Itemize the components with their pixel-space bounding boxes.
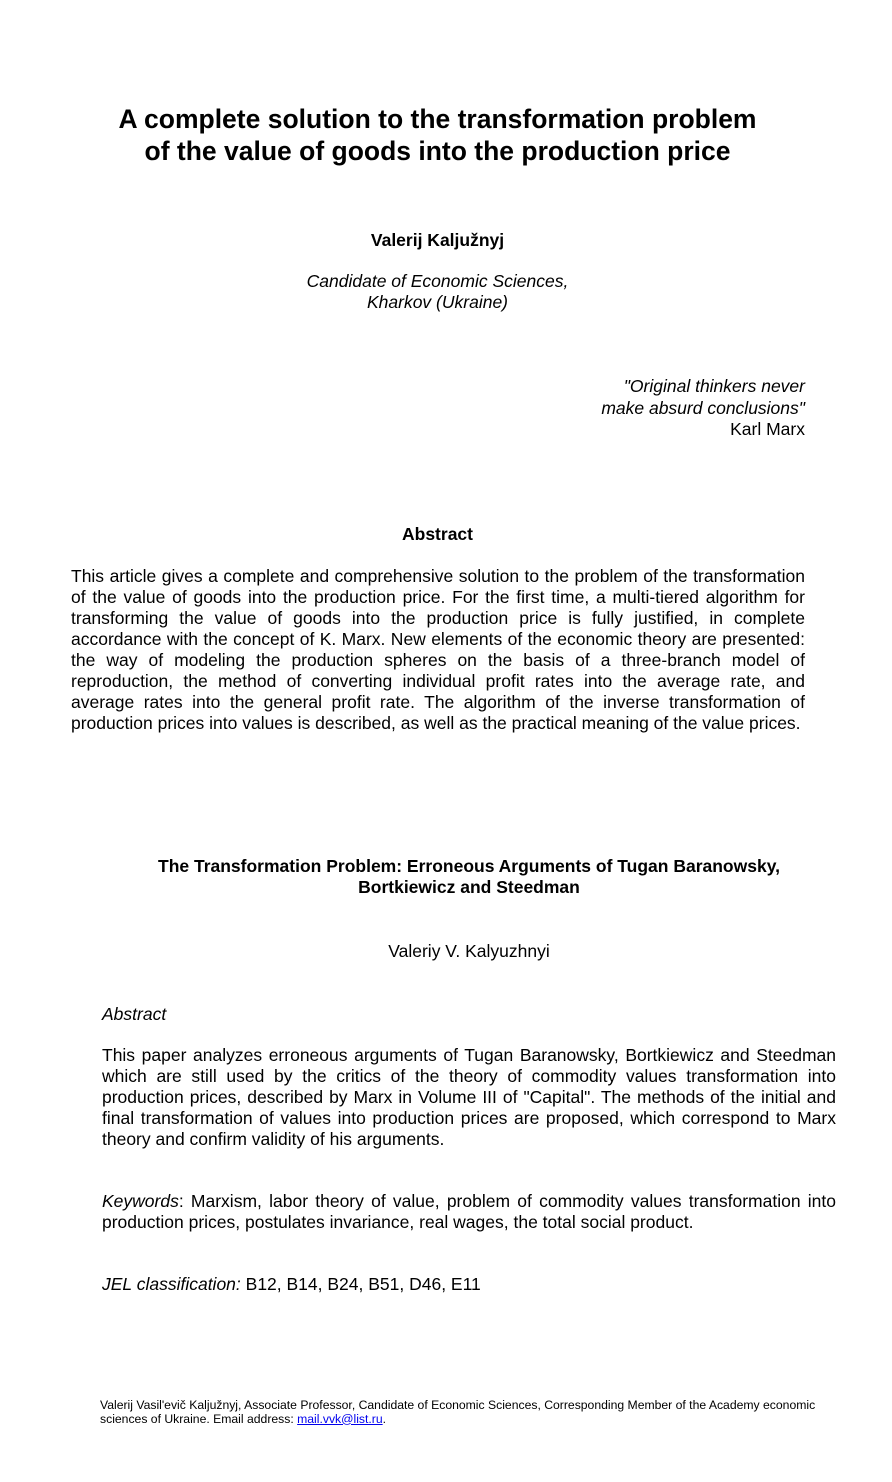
keywords-text: : Marxism, labor theory of value, problem of commodity values transformation into production prices, postulates invariance, real wages, the total social product. (102, 1191, 836, 1232)
jel-codes: B12, B14, B24, B51, D46, E11 (240, 1274, 481, 1294)
jel-label: JEL classification: (102, 1274, 241, 1294)
email-link[interactable]: mail.vvk@list.ru (297, 1411, 383, 1426)
second-abstract-text: This paper analyzes erroneous arguments of Tugan Baranowsky, Bortkiewicz and Steedman which are still used by the critics of the theory of commodity values transformation into production prices, described by Marx in Volume III of "Capital". The methods of the initial and final transformation of values into production prices are proposed, which correspond to Marx theory and confirm validity of his arguments. (102, 1045, 836, 1149)
affiliation-line-1: Candidate of Economic Sciences, (306, 271, 569, 291)
jel-classification (102, 1273, 836, 1295)
second-paper-author: Valeriy V. Kalyuzhnyi (388, 941, 550, 961)
paper-title-line-1: A complete solution to the transformation problem (118, 104, 757, 134)
second-abstract-heading: Abstract (102, 1004, 167, 1024)
paper-author: Valerij Kaljužnyj (370, 230, 505, 250)
keywords (102, 1191, 836, 1233)
abstract-heading: Abstract (402, 524, 473, 544)
paper-title-line-2: of the value of goods into the production price (144, 136, 731, 166)
footnote-trailing: . (382, 1411, 387, 1426)
second-paper-title-line-2: Bortkiewicz and Steedman (358, 877, 580, 897)
abstract-text: This article gives a complete and comprehensive solution to the problem of the transformation of the value of goods into the production price. For the first time, a multi-tiered algorithm for transforming the value of goods into the production price is fully justified, in complete accordance with the concept of K. Marx. New elements of the economic theory are presented: the way of modeling the production spheres on the basis of a three-branch model of reproduction, the method of converting individual profit rates into the average rate, and average rates into the general profit rate. The algorithm of the inverse transformation of production prices into values is described, as well as the practical meaning of the value prices. (71, 566, 805, 733)
second-paper-title (102, 856, 836, 898)
paper-affiliation (70, 271, 805, 313)
epigraph-quote-line-2: make absurd conclusions" (601, 397, 805, 418)
footnote-text: Valerij Vasil'evič Kaljužnyj, Associate Professor, Candidate of Economic Sciences, Corresponding Member of the Academy economic sciences of Ukraine. Email address: (100, 1398, 816, 1426)
footnote (100, 1399, 840, 1426)
epigraph-attribution: Karl Marx (730, 419, 805, 439)
paper-title (70, 103, 805, 167)
affiliation-line-2: Kharkov (Ukraine) (366, 292, 509, 312)
second-paper-title-line-1: The Transformation Problem: Erroneous Arguments of Tugan Baranowsky, (158, 856, 780, 876)
keywords-label: Keywords (102, 1191, 179, 1211)
epigraph (405, 376, 805, 441)
epigraph-quote-line-1: "Original thinkers never (623, 376, 805, 396)
